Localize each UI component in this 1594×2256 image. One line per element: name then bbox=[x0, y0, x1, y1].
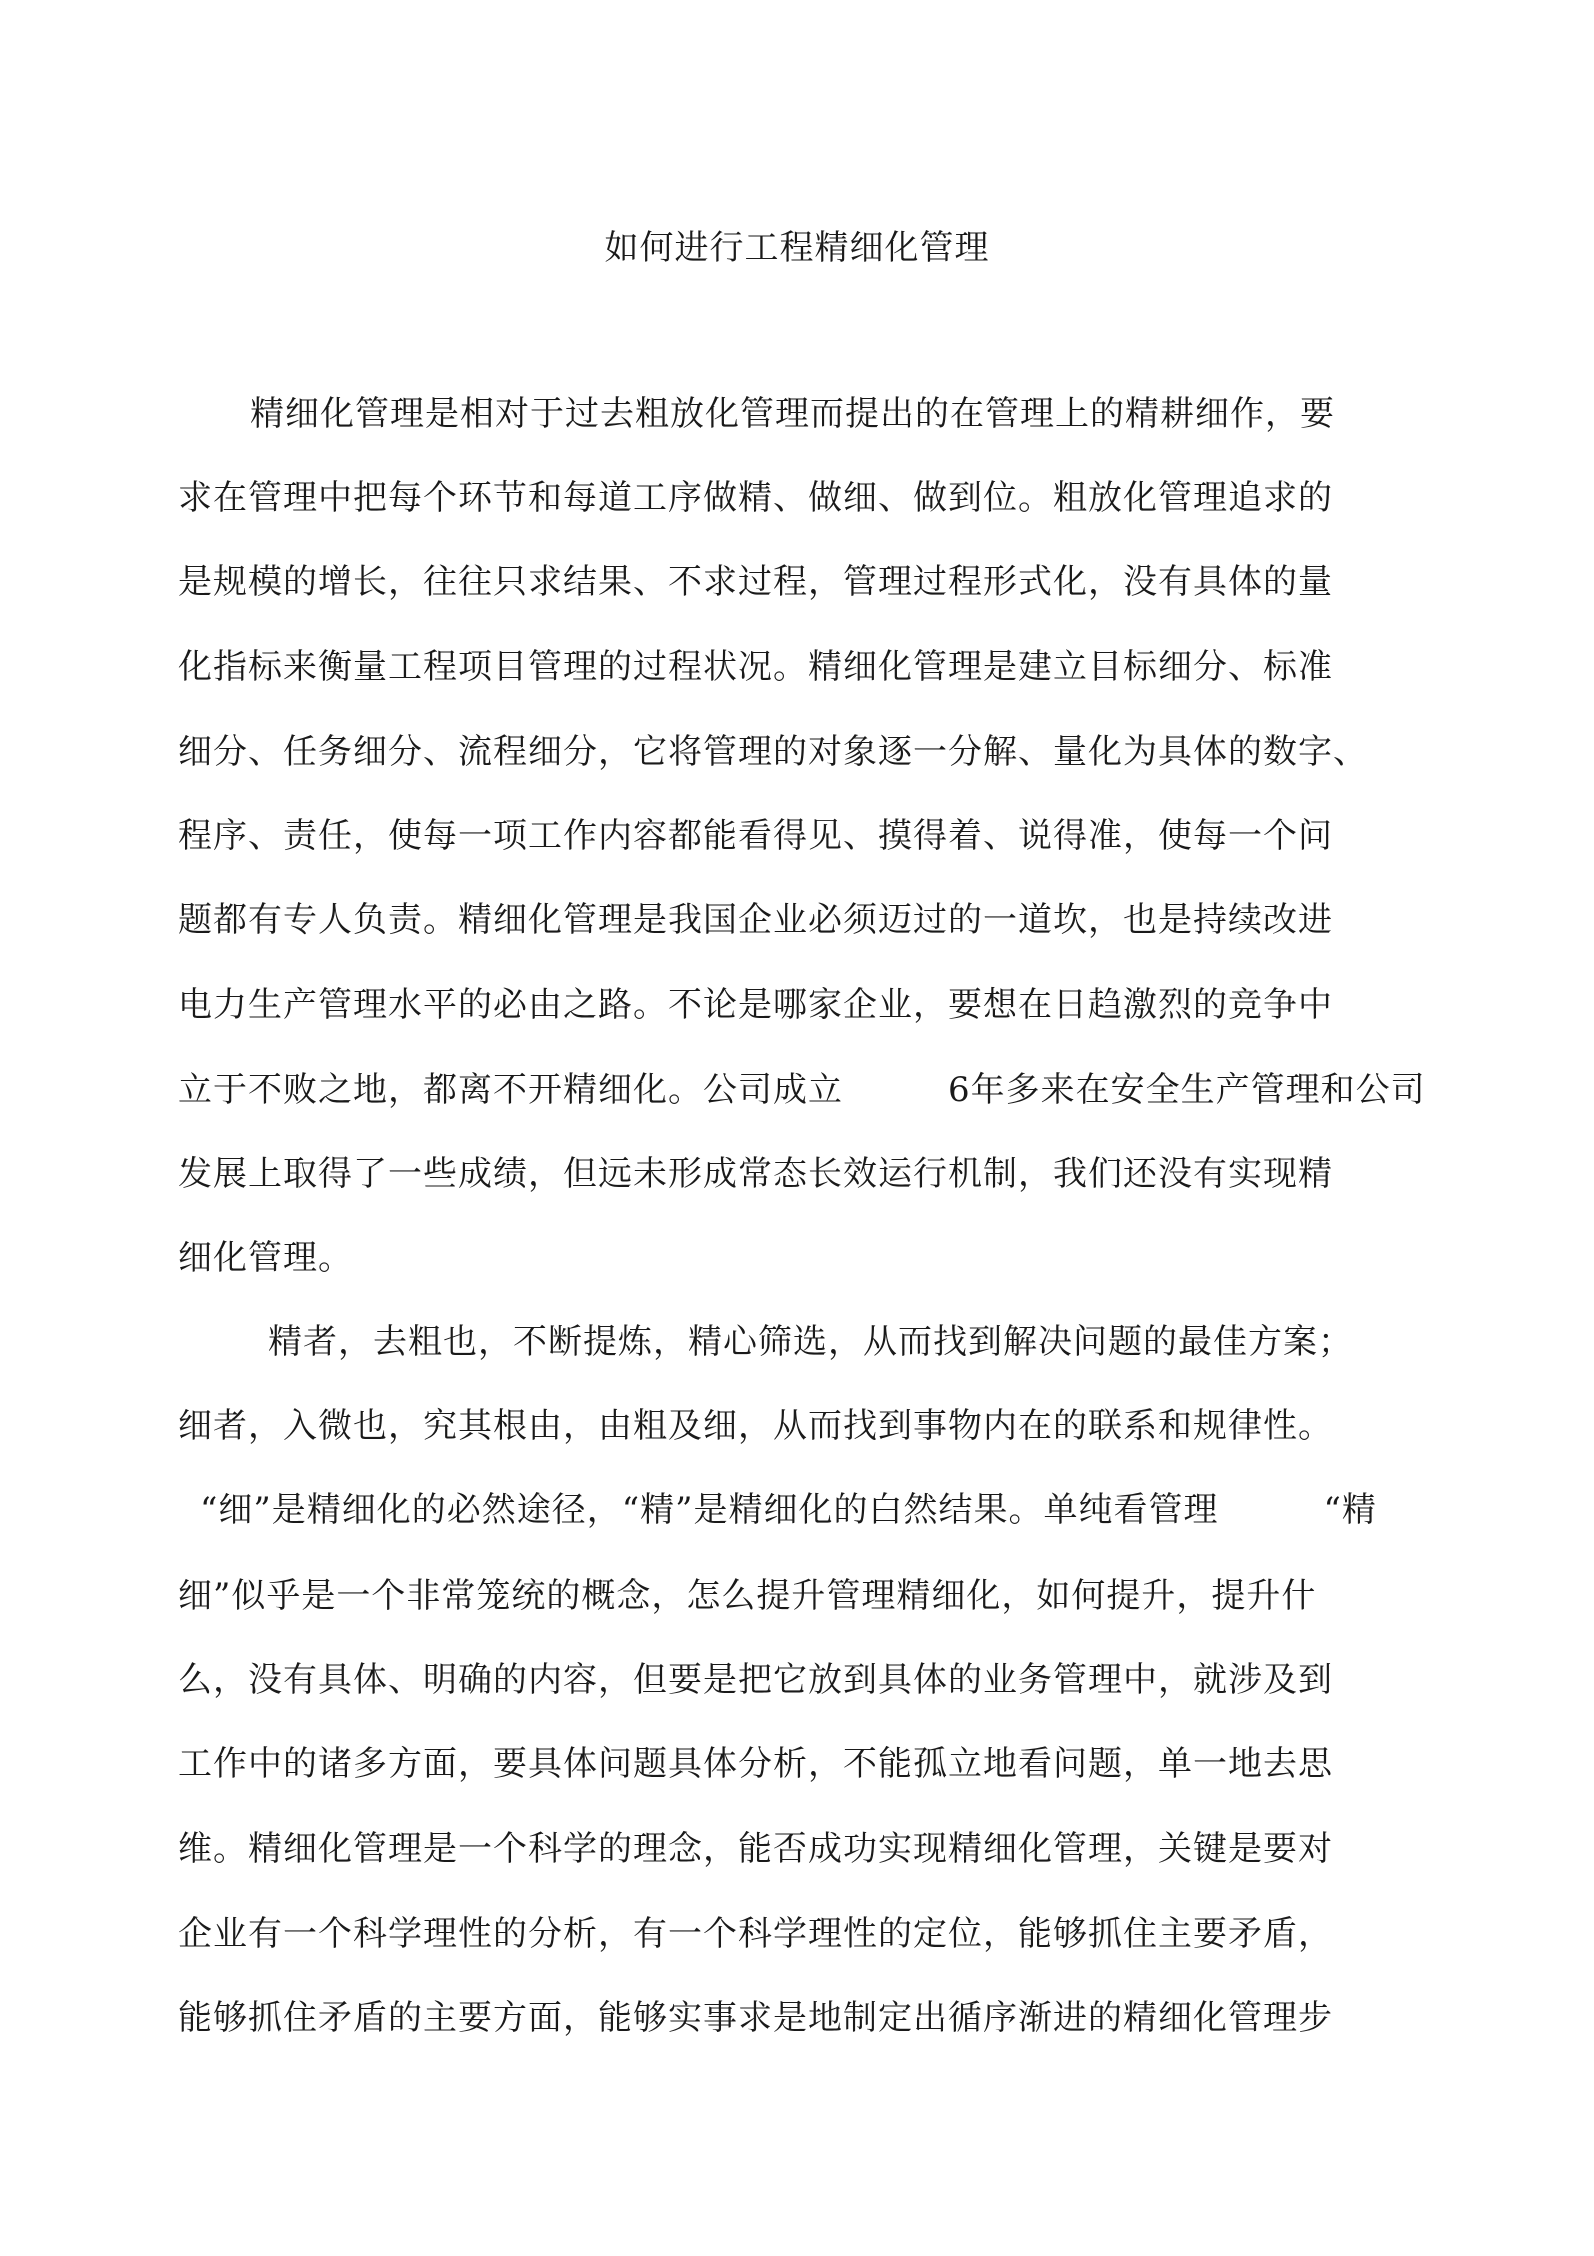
paragraph-2-line-1: 精者，去粗也，不断提炼，精心筛选，从而找到解决问题的最佳方案； bbox=[268, 1322, 1353, 1362]
paragraph-1-line-5: 细分、任务细分、流程细分，它将管理的对象逐一分解、量化为具体的数字、 bbox=[178, 732, 1368, 772]
paragraph-1-line-4: 化指标来衡量工程项目管理的过程状况。精细化管理是建立目标细分、标准 bbox=[178, 647, 1333, 687]
paragraph-2-line-6: 工作中的诸多方面，要具体问题具体分析，不能孤立地看问题，单一地去思 bbox=[178, 1744, 1333, 1784]
document-title: 如何进行工程精细化管理 bbox=[604, 228, 990, 268]
paragraph-2-line-4: 细”似乎是一个非常笼统的概念，怎么提升管理精细化，如何提升，提升什 bbox=[178, 1576, 1317, 1616]
paragraph-1-line-9: 立于不败之地，都离不开精细化。公司成立 6年多来在安全生产管理和公司 bbox=[178, 1070, 1426, 1110]
paragraph-2-line-3: “细”是精细化的必然途径，“精”是精细化的白然结果。单纯看管理 “精 bbox=[200, 1490, 1377, 1530]
paragraph-1-line-6: 程序、责任，使每一项工作内容都能看得见、摸得着、说得准，使每一个问 bbox=[178, 816, 1333, 856]
paragraph-2-line-5: 么，没有具体、明确的内容，但要是把它放到具体的业务管理中，就涉及到 bbox=[178, 1660, 1333, 1700]
paragraph-2-line-9: 能够抓住矛盾的主要方面，能够实事求是地制定出循序渐进的精细化管理步 bbox=[178, 1998, 1333, 2038]
paragraph-1-line-1: 精细化管理是相对于过去粗放化管理而提出的在管理上的精耕细作，要 bbox=[250, 394, 1335, 434]
paragraph-2-line-7: 维。精细化管理是一个科学的理念，能否成功实现精细化管理，关键是要对 bbox=[178, 1829, 1333, 1869]
paragraph-1-line-10: 发展上取得了一些成绩，但远未形成常态长效运行机制，我们还没有实现精 bbox=[178, 1154, 1333, 1194]
paragraph-2-line-8: 企业有一个科学理性的分析，有一个科学理性的定位，能够抓住主要矛盾， bbox=[178, 1914, 1333, 1954]
paragraph-1-line-3: 是规模的增长，往往只求结果、不求过程，管理过程形式化，没有具体的量 bbox=[178, 562, 1333, 602]
paragraph-1-line-7: 题都有专人负责。精细化管理是我国企业必须迈过的一道坎，也是持续改进 bbox=[178, 900, 1333, 940]
paragraph-1-line-2: 求在管理中把每个环节和每道工序做精、做细、做到位。粗放化管理追求的 bbox=[178, 478, 1333, 518]
paragraph-1-line-8: 电力生产管理水平的必由之路。不论是哪家企业，要想在日趋激烈的竞争中 bbox=[178, 985, 1333, 1025]
paragraph-1-line-11: 细化管理。 bbox=[178, 1238, 353, 1278]
paragraph-2-line-2: 细者，入微也，究其根由，由粗及细，从而找到事物内在的联系和规律性。 bbox=[178, 1406, 1333, 1446]
